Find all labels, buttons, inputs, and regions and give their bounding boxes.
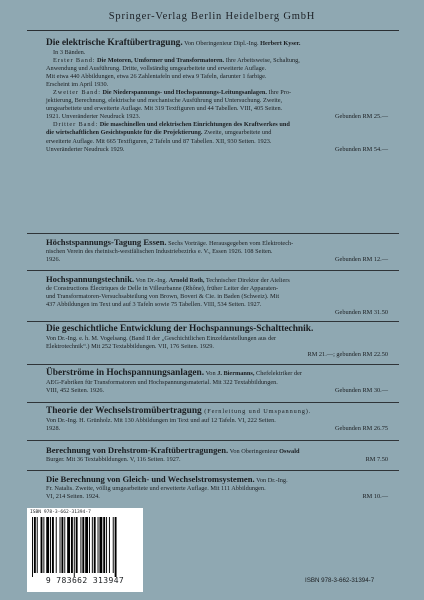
book-title: Hochspannungstechnik.	[46, 274, 135, 284]
price: Gebunden RM 31.50	[335, 309, 388, 317]
divider	[27, 233, 399, 234]
book-title: Die geschichtliche Entwicklung der Hochspannungs-Schalttechnik.	[46, 324, 314, 334]
book-author: J. Biermanns,	[217, 370, 255, 377]
book-title: Theorie der Wechselstromübertragung	[46, 406, 202, 416]
book-author: Oswald	[279, 448, 300, 455]
price: RM 10.—	[362, 493, 388, 501]
volume-3: Dritter Band: Die maschinellen und elektrischen Einrichtungen des Kraftwerkes und	[53, 121, 290, 129]
barcode-isbn-label: ISBN 978-3-662-31394-7	[30, 510, 91, 515]
book-entry-wechselstromuebertragung: Theorie der Wechselstromübertragung (Fernleitung und Umspannung). Von Dr.-Ing. H. Grünholz. Mit 130 Abbildungen im Text und auf 12 Tafeln. VI, 222 Seiten. 1928. Gebunden RM 26.75	[46, 406, 388, 432]
divider	[27, 321, 399, 322]
price: Gebunden RM 30.—	[335, 386, 388, 394]
divider	[27, 364, 399, 365]
book-entry-gleich-wechselstrom: Die Berechnung von Gleich- und Wechselstromsystemen. Von Dr.-Ing. Fr. Natalis. Zweite, völlig umgearbeitete und erweiterte Auflage. Mit 111 Abbildungen. VI, 214 Seiten. 1924. RM 10.—	[46, 474, 388, 501]
divider	[27, 270, 399, 271]
price: Gebunden RM 12.—	[335, 256, 388, 264]
header-rule	[27, 30, 399, 31]
book-author: Arnold Roth,	[168, 277, 205, 284]
price: Gebunden RM 26.75	[335, 424, 388, 432]
book-entry-ueberstroeme: Überströme in Hochspannungsanlagen. Von J. Biermanns, Chefelektriker der AEG-Fabriken für Transformatoren und Hochspannungsmaterial. Mit 322 Textabbildungen. VIII, 452 Seiten. 1926. Gebunden RM 30.—	[46, 368, 388, 394]
book-title: Berechnung von Drehstrom-Kraftübertragungen.	[46, 445, 229, 455]
book-title: Die elektrische Kraftübertragung.	[46, 38, 183, 48]
book-entry-schalttechnik: Die geschichtliche Entwicklung der Hochspannungs-Schalttechnik. Von Dr.-Ing. e. h. M. Vogelsang. (Band II der „Geschichtlichen Einzeldarstellungen aus der Elektrotechnik“.) Mit 252 Textabbildungen. VII, 176 Seiten. 1929. RM 21.—; gebunden RM 22.50	[46, 324, 388, 358]
book-entry-kraftuebertragung: Die elektrische Kraftübertragung. Von Oberingenieur Dipl.-Ing. Herbert Kyser. In 3 Bänden. Erster Band: Die Motoren, Umformer und Transformatoren. Ihre Arbeitsweise, Schaltung, Anwendung und Ausführung. Dritte, vollständig umgearbeitete und erweiterte Auflage. Mit etwa 440 Abbildungen, etwa 26 Zahlentafeln und etwa 9 Tafeln, darunter 1 farbige. Erscheint im April 1930. Zweiter Band: Die Niederspannungs- und Hochspannungs-Leitungsanlagen. Ihre Pro- jektierung, Berechnung, elektrische und mechanische Ausführung und Untersuchung. Zweite, umgearbeitete und erweiterte Auflage. Mit 319 Textfiguren und 44 Tabellen. VIII, 405 Seiten. 1921. Unveränderter Neudruck 1923. Gebunden RM 25.— Dritter Band: Die maschinellen und elektrischen Einrichtungen des Kraftwerkes und die wirtschaftlichen Gesichtspunkte für die Projektierung. Zweite, umgearbeitete und erweiterte Auflage. Mit 665 Textfiguren, 2 Tafeln und 87 Tabellen. XII, 930 Seiten. 1923. Unveränderter Neudruck 1929. Gebunden RM 54.—	[46, 38, 388, 153]
book-entry-hoechstspannungs-tagung: Höchstspannungs-Tagung Essen. Sechs Vorträge. Herausgegeben vom Elektrotech- nischen Verein des rheinisch-westfälischen Industriebezirks e. V., Essen 1926. 108 Seiten. 1926. Gebunden RM 12.—	[46, 237, 388, 264]
price: Gebunden RM 54.—	[335, 145, 388, 153]
volume-1: Erster Band: Die Motoren, Umformer und Transformatoren. Ihre Arbeitsweise, Schaltung,	[53, 56, 300, 64]
isbn-text: ISBN 978-3-662-31394-7	[305, 577, 375, 584]
divider	[27, 470, 399, 471]
divider	[27, 440, 399, 441]
divider	[27, 402, 399, 403]
price: RM 7.50	[365, 456, 388, 464]
book-title: Höchstspannungs-Tagung Essen.	[46, 237, 167, 247]
book-entry-hochspannungstechnik: Hochspannungstechnik. Von Dr.-Ing. Arnold Roth, Technischer Direktor der Ateliers de Constructions Électriques de Delle in Villeurbanne (Rhône), früher Leiter der Apparaten- und Transformatoren-Versuchsabteilung von Brown, Boveri & Cie. in Baden (Schweiz). Mit 437 Abbildungen im Text und auf 3 Tafeln sowie 75 Tabellen. VIII, 534 Seiten. 1927. Gebunden RM 31.50	[46, 274, 388, 317]
volume-2: Zweiter Band: Die Niederspannungs- und Hochspannungs-Leitungsanlagen. Ihre Pro-	[53, 88, 292, 96]
barcode-bars-icon	[32, 517, 138, 577]
price: RM 21.—; gebunden RM 22.50	[307, 350, 388, 358]
barcode-digits: 9 783662 313947	[45, 576, 125, 585]
book-title: Überströme in Hochspannungsanlagen.	[46, 368, 205, 378]
publisher-header: Springer-Verlag Berlin Heidelberg GmbH	[108, 11, 316, 22]
book-author: Herbert Kyser.	[260, 40, 301, 47]
book-title: Die Berechnung von Gleich- und Wechselstromsystemen.	[46, 474, 255, 484]
isbn-barcode	[27, 508, 143, 592]
book-entry-drehstrom: Berechnung von Drehstrom-Kraftübertragungen. Von Oberingenieur Oswald Burger. Mit 36 Textabbildungen. V, 116 Seiten. 1927. RM 7.50	[46, 445, 388, 464]
price: Gebunden RM 25.—	[335, 113, 388, 121]
